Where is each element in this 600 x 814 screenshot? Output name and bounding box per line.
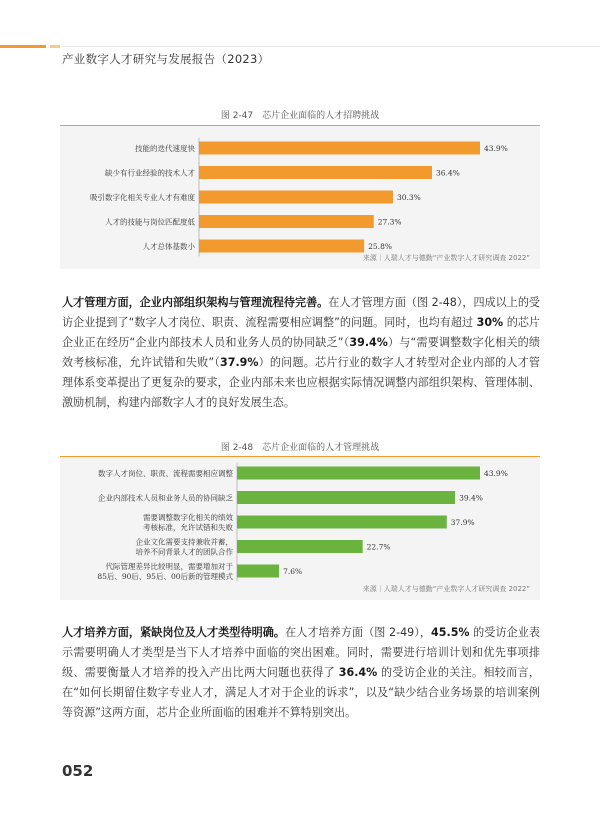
para1-text: 在人才管理方面（图 2-48），四成以上的受访企业提到了“数字人才岗位、职责、流程需要相应调整”的问题。同时，也均有超过 [62, 296, 541, 329]
figure2-title: 图 2-48 芯片企业面临的人才管理挑战 [220, 443, 380, 453]
bar [199, 191, 393, 204]
category-label: 企业文化需要支持兼收并蓄， [135, 537, 233, 547]
figure1-svg [60, 126, 540, 269]
value-label: 39.4% [459, 493, 483, 503]
value-label: 7.6% [283, 567, 303, 576]
value-label: 43.9% [484, 469, 508, 478]
para1-stat: 30% [476, 316, 504, 329]
bar [199, 240, 364, 253]
value-label: 30.3% [396, 193, 421, 202]
para2-stat: 45.5% [431, 626, 470, 639]
category-label: 缺少有行业经验的技术人才 [105, 168, 195, 178]
bar [237, 491, 455, 504]
value-label: 22.7% [366, 542, 391, 552]
category-label: 考核标准，允许试错和失败 [143, 523, 233, 532]
para1-text: 的芯片企业正在经历“企业内部技术人员和业务人员的协同缺乏”（ [62, 316, 540, 349]
bar [237, 540, 363, 553]
value-label: 37.9% [450, 518, 475, 527]
figure2-chart [60, 456, 540, 600]
para1-text: ）与“需要调整数字化相关的绩效考核标准，允许试错和失败”（ [62, 336, 541, 369]
category-label: 企业内部技术人员和业务人员的协同缺乏 [98, 493, 233, 503]
paragraph-talent-management [62, 293, 540, 413]
value-label: 43.9% [484, 144, 508, 153]
page-header-title: 产业数字人才研究与发展报告（2023） [62, 52, 270, 66]
category-label: 需要调整数字化相关的绩效 [143, 513, 233, 522]
value-label: 25.8% [368, 242, 392, 251]
header-accent-stripe [0, 45, 46, 48]
category-label: 技能的迭代速度快 [135, 144, 195, 153]
category-label: 代际管理差异比较明显，需要增加对于 [105, 562, 233, 571]
bar [199, 142, 480, 155]
category-label: 数字人才岗位、职责、流程需要相应调整 [98, 469, 233, 478]
figure1-title: 图 2-47 芯片企业面临的人才招聘挑战 [220, 111, 380, 121]
para2-stat: 36.4% [338, 666, 378, 679]
bar [237, 467, 480, 480]
figure1-source: 来源｜人瑞人才与德勤“产业数字人才研究调查 2022” [362, 254, 530, 262]
para1-lead: 人才管理方面，企业内部组织架构与管理流程待完善。 [62, 296, 329, 309]
para2-text: 在人才培养方面（图 2-49）， [285, 626, 432, 639]
figure2-source: 来源｜人瑞人才与德勤“产业数字人才研究调查 2022” [362, 585, 530, 593]
category-label: 培养不同背景人才的团队合作 [135, 547, 233, 557]
para2-lead: 人才培养方面，紧缺岗位及人才类型待明确。 [62, 626, 286, 639]
bar [199, 215, 374, 228]
figure2-svg [60, 457, 540, 600]
bar [237, 565, 279, 578]
bar [199, 166, 432, 179]
value-label: 27.3% [377, 217, 402, 227]
para1-text: ）的问题。芯片行业的数字人才转型对企业内部的人才管理体系变革提出了更复杂的要求，企业内部未来也应根据实际情况调整内部组织架构、管理体制、激励机制，构建内部数字人才的良好发展生态。 [62, 356, 540, 409]
page-number: 052 [62, 762, 94, 780]
para2-text: 的受访企业表示需要明确人才类型是当下人才培养中面临的突出困难。同时，需要进行培训计划和优先事项排级、需要衡量人才培养的投入产出比两大问题也获得了 [62, 626, 540, 679]
value-label: 36.4% [435, 168, 460, 178]
category-label: 人才总体基数小 [142, 242, 195, 251]
para2-text: 的受访企业的关注。相较而言，在“如何长期留住数字专业人才，满足人才对于企业的诉求”，以及“缺少结合业务场景的培训案例等资源”这两方面，芯片企业所面临的困难并不算特别突出。 [62, 666, 540, 719]
category-label: 吸引数字化相关专业人才有难度 [90, 193, 195, 202]
category-label: 人才的技能与岗位匹配度低 [105, 217, 195, 227]
header-rule [62, 46, 600, 47]
para1-stat: 39.4% [349, 336, 388, 349]
bar [237, 516, 447, 529]
category-label: 85后、90后、95后、00后新的管理模式 [97, 572, 233, 581]
header-accent-stripe-light [50, 45, 60, 48]
figure1-chart [60, 125, 540, 269]
para1-stat: 37.9% [220, 356, 259, 369]
paragraph-talent-cultivation [62, 623, 540, 723]
